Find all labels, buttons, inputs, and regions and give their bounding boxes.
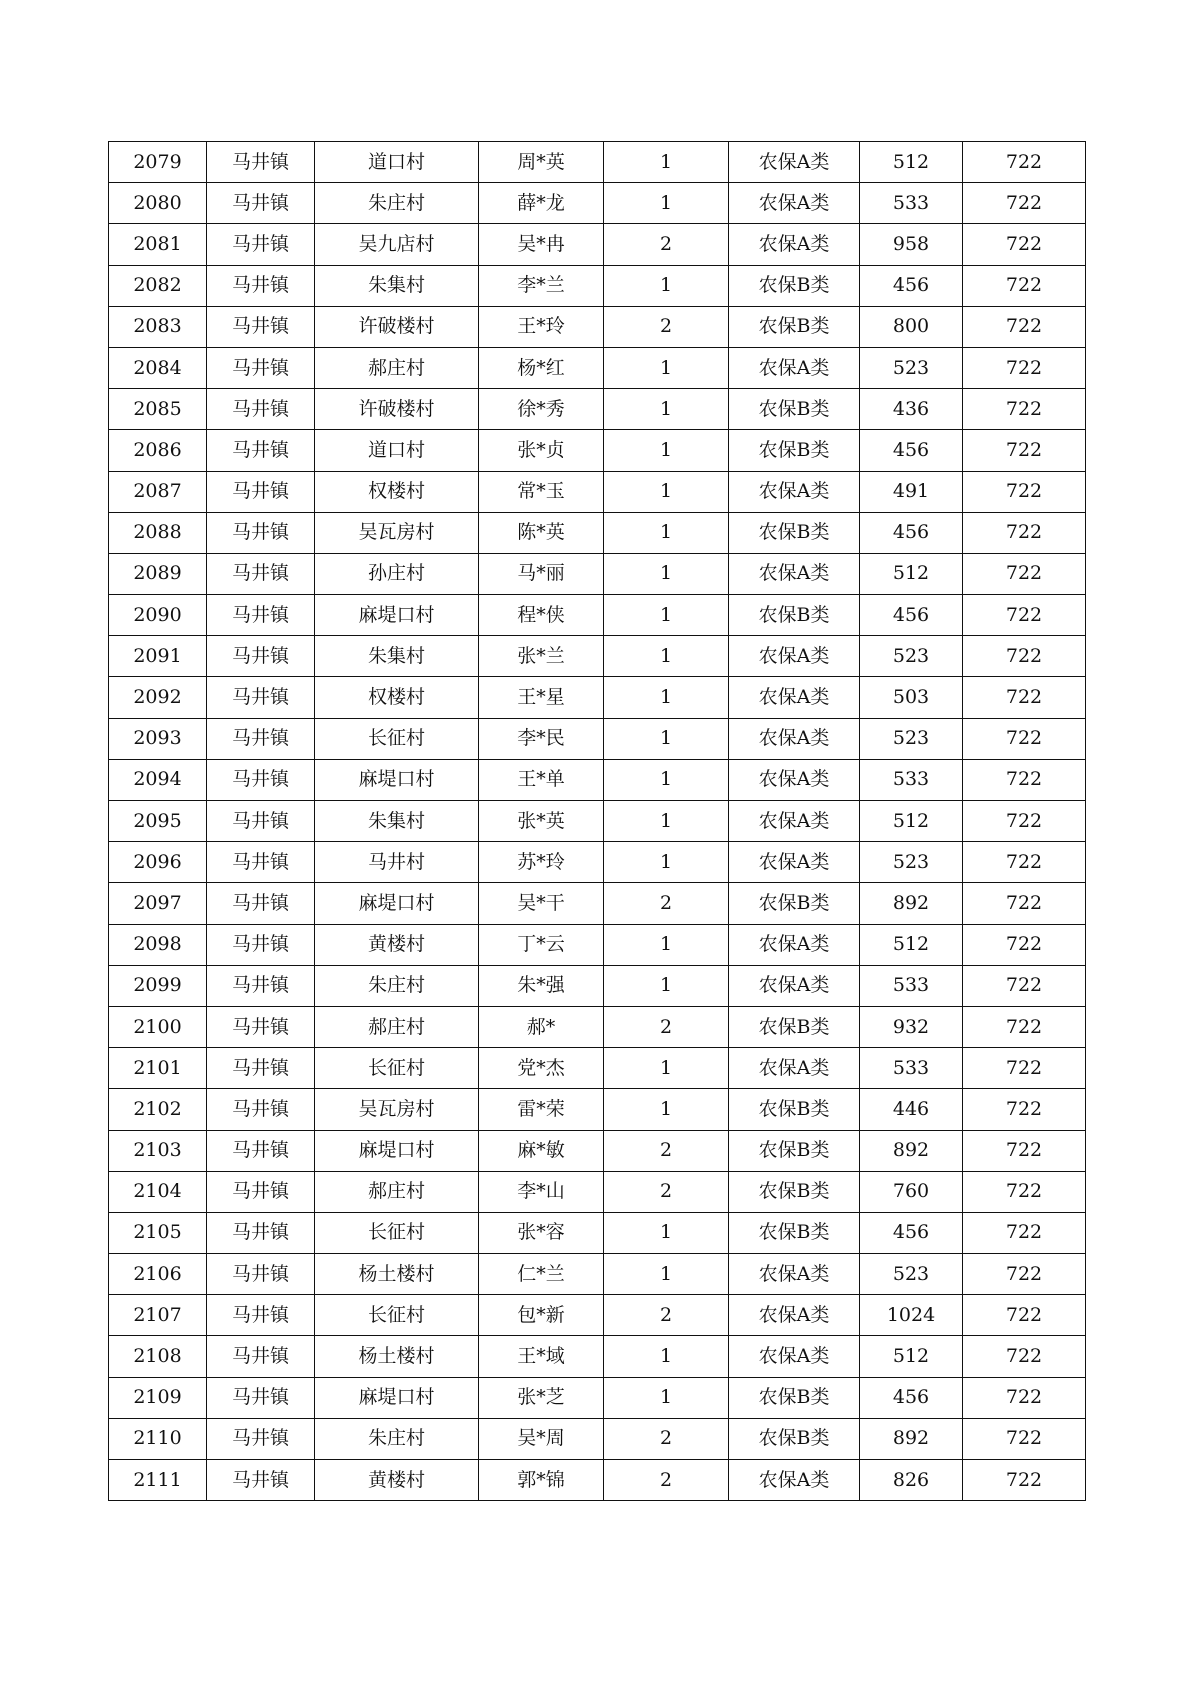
village-cell: 朱庄村 (315, 1418, 479, 1459)
village-cell: 杨土楼村 (315, 1254, 479, 1295)
town-cell: 马井镇 (207, 471, 315, 512)
village-cell: 道口村 (315, 430, 479, 471)
name-cell: 张*兰 (479, 636, 604, 677)
name-cell: 丁*云 (479, 924, 604, 965)
village-cell: 吴九店村 (315, 224, 479, 265)
amount-cell: 512 (860, 924, 963, 965)
amount-cell: 512 (860, 142, 963, 183)
table-row (109, 842, 1086, 883)
serial-number-cell: 2109 (109, 1377, 207, 1418)
table-row (109, 924, 1086, 965)
household-size-cell: 1 (604, 924, 729, 965)
household-size-cell: 1 (604, 1336, 729, 1377)
category-cell: 农保B类 (729, 595, 860, 636)
category-cell: 农保A类 (729, 553, 860, 594)
town-cell: 马井镇 (207, 1089, 315, 1130)
household-size-cell: 2 (604, 883, 729, 924)
standard-cell: 722 (963, 759, 1086, 800)
category-cell: 农保A类 (729, 1336, 860, 1377)
standard-cell: 722 (963, 265, 1086, 306)
category-cell: 农保A类 (729, 224, 860, 265)
table-row (109, 430, 1086, 471)
household-size-cell: 1 (604, 183, 729, 224)
table-row (109, 1460, 1086, 1501)
name-cell: 包*新 (479, 1295, 604, 1336)
household-size-cell: 1 (604, 595, 729, 636)
table-row (109, 347, 1086, 388)
standard-cell: 722 (963, 965, 1086, 1006)
name-cell: 张*芝 (479, 1377, 604, 1418)
household-size-cell: 1 (604, 142, 729, 183)
amount-cell: 533 (860, 759, 963, 800)
amount-cell: 958 (860, 224, 963, 265)
household-size-cell: 1 (604, 389, 729, 430)
village-cell: 朱集村 (315, 636, 479, 677)
amount-cell: 523 (860, 636, 963, 677)
village-cell: 长征村 (315, 1295, 479, 1336)
town-cell: 马井镇 (207, 1418, 315, 1459)
serial-number-cell: 2097 (109, 883, 207, 924)
village-cell: 麻堤口村 (315, 595, 479, 636)
serial-number-cell: 2082 (109, 265, 207, 306)
amount-cell: 456 (860, 595, 963, 636)
amount-cell: 892 (860, 883, 963, 924)
name-cell: 常*玉 (479, 471, 604, 512)
town-cell: 马井镇 (207, 224, 315, 265)
village-cell: 朱集村 (315, 265, 479, 306)
town-cell: 马井镇 (207, 759, 315, 800)
amount-cell: 436 (860, 389, 963, 430)
category-cell: 农保A类 (729, 142, 860, 183)
table-row (109, 1048, 1086, 1089)
village-cell: 麻堤口村 (315, 883, 479, 924)
table-row (109, 801, 1086, 842)
household-size-cell: 1 (604, 512, 729, 553)
table-row (109, 224, 1086, 265)
amount-cell: 523 (860, 1254, 963, 1295)
records-body (109, 142, 1086, 1501)
village-cell: 郝庄村 (315, 1006, 479, 1047)
household-size-cell: 1 (604, 677, 729, 718)
serial-number-cell: 2081 (109, 224, 207, 265)
household-size-cell: 1 (604, 1212, 729, 1253)
village-cell: 郝庄村 (315, 347, 479, 388)
household-size-cell: 1 (604, 265, 729, 306)
serial-number-cell: 2084 (109, 347, 207, 388)
amount-cell: 512 (860, 801, 963, 842)
name-cell: 李*兰 (479, 265, 604, 306)
amount-cell: 456 (860, 430, 963, 471)
table-row (109, 306, 1086, 347)
table-row (109, 1336, 1086, 1377)
village-cell: 长征村 (315, 718, 479, 759)
standard-cell: 722 (963, 347, 1086, 388)
town-cell: 马井镇 (207, 347, 315, 388)
name-cell: 朱*强 (479, 965, 604, 1006)
table-row (109, 759, 1086, 800)
category-cell: 农保B类 (729, 1089, 860, 1130)
town-cell: 马井镇 (207, 595, 315, 636)
name-cell: 马*丽 (479, 553, 604, 594)
village-cell: 杨土楼村 (315, 1336, 479, 1377)
name-cell: 徐*秀 (479, 389, 604, 430)
town-cell: 马井镇 (207, 801, 315, 842)
serial-number-cell: 2090 (109, 595, 207, 636)
standard-cell: 722 (963, 595, 1086, 636)
household-size-cell: 1 (604, 1048, 729, 1089)
name-cell: 杨*红 (479, 347, 604, 388)
town-cell: 马井镇 (207, 1336, 315, 1377)
name-cell: 张*英 (479, 801, 604, 842)
village-cell: 郝庄村 (315, 1171, 479, 1212)
table-row (109, 883, 1086, 924)
town-cell: 马井镇 (207, 636, 315, 677)
name-cell: 王*域 (479, 1336, 604, 1377)
household-size-cell: 2 (604, 1418, 729, 1459)
serial-number-cell: 2087 (109, 471, 207, 512)
household-size-cell: 1 (604, 965, 729, 1006)
town-cell: 马井镇 (207, 924, 315, 965)
serial-number-cell: 2106 (109, 1254, 207, 1295)
name-cell: 周*英 (479, 142, 604, 183)
town-cell: 马井镇 (207, 677, 315, 718)
name-cell: 王*玲 (479, 306, 604, 347)
standard-cell: 722 (963, 677, 1086, 718)
standard-cell: 722 (963, 1336, 1086, 1377)
serial-number-cell: 2086 (109, 430, 207, 471)
village-cell: 吴瓦房村 (315, 1089, 479, 1130)
household-size-cell: 2 (604, 1171, 729, 1212)
standard-cell: 722 (963, 636, 1086, 677)
name-cell: 程*侠 (479, 595, 604, 636)
name-cell: 李*山 (479, 1171, 604, 1212)
household-size-cell: 2 (604, 1460, 729, 1501)
household-size-cell: 2 (604, 306, 729, 347)
amount-cell: 523 (860, 842, 963, 883)
town-cell: 马井镇 (207, 512, 315, 553)
table-row (109, 1006, 1086, 1047)
serial-number-cell: 2079 (109, 142, 207, 183)
category-cell: 农保B类 (729, 389, 860, 430)
serial-number-cell: 2083 (109, 306, 207, 347)
household-size-cell: 2 (604, 1130, 729, 1171)
town-cell: 马井镇 (207, 265, 315, 306)
village-cell: 许破楼村 (315, 389, 479, 430)
town-cell: 马井镇 (207, 1130, 315, 1171)
table-row (109, 636, 1086, 677)
town-cell: 马井镇 (207, 553, 315, 594)
name-cell: 仁*兰 (479, 1254, 604, 1295)
serial-number-cell: 2101 (109, 1048, 207, 1089)
serial-number-cell: 2107 (109, 1295, 207, 1336)
table-row (109, 1418, 1086, 1459)
category-cell: 农保A类 (729, 1048, 860, 1089)
village-cell: 麻堤口村 (315, 1377, 479, 1418)
standard-cell: 722 (963, 142, 1086, 183)
name-cell: 吴*冉 (479, 224, 604, 265)
table-row (109, 1171, 1086, 1212)
category-cell: 农保A类 (729, 924, 860, 965)
category-cell: 农保B类 (729, 306, 860, 347)
village-cell: 道口村 (315, 142, 479, 183)
town-cell: 马井镇 (207, 1006, 315, 1047)
name-cell: 张*容 (479, 1212, 604, 1253)
serial-number-cell: 2094 (109, 759, 207, 800)
serial-number-cell: 2100 (109, 1006, 207, 1047)
category-cell: 农保B类 (729, 1006, 860, 1047)
town-cell: 马井镇 (207, 842, 315, 883)
category-cell: 农保A类 (729, 347, 860, 388)
serial-number-cell: 2110 (109, 1418, 207, 1459)
serial-number-cell: 2102 (109, 1089, 207, 1130)
village-cell: 马井村 (315, 842, 479, 883)
standard-cell: 722 (963, 801, 1086, 842)
standard-cell: 722 (963, 1130, 1086, 1171)
amount-cell: 503 (860, 677, 963, 718)
household-size-cell: 2 (604, 224, 729, 265)
category-cell: 农保B类 (729, 512, 860, 553)
category-cell: 农保A类 (729, 1295, 860, 1336)
amount-cell: 491 (860, 471, 963, 512)
serial-number-cell: 2103 (109, 1130, 207, 1171)
category-cell: 农保B类 (729, 1418, 860, 1459)
name-cell: 王*星 (479, 677, 604, 718)
table-row (109, 1254, 1086, 1295)
name-cell: 张*贞 (479, 430, 604, 471)
category-cell: 农保B类 (729, 1171, 860, 1212)
records-table (108, 141, 1086, 1501)
standard-cell: 722 (963, 1254, 1086, 1295)
table-row (109, 965, 1086, 1006)
amount-cell: 826 (860, 1460, 963, 1501)
village-cell: 吴瓦房村 (315, 512, 479, 553)
category-cell: 农保A类 (729, 842, 860, 883)
household-size-cell: 2 (604, 1006, 729, 1047)
category-cell: 农保B类 (729, 1130, 860, 1171)
amount-cell: 760 (860, 1171, 963, 1212)
standard-cell: 722 (963, 842, 1086, 883)
table-row (109, 512, 1086, 553)
amount-cell: 456 (860, 1212, 963, 1253)
name-cell: 李*民 (479, 718, 604, 759)
village-cell: 孙庄村 (315, 553, 479, 594)
serial-number-cell: 2105 (109, 1212, 207, 1253)
village-cell: 长征村 (315, 1048, 479, 1089)
household-size-cell: 1 (604, 553, 729, 594)
standard-cell: 722 (963, 389, 1086, 430)
town-cell: 马井镇 (207, 306, 315, 347)
table-row (109, 718, 1086, 759)
amount-cell: 533 (860, 183, 963, 224)
standard-cell: 722 (963, 512, 1086, 553)
category-cell: 农保B类 (729, 1377, 860, 1418)
category-cell: 农保A类 (729, 965, 860, 1006)
standard-cell: 722 (963, 883, 1086, 924)
table-row (109, 595, 1086, 636)
table-row (109, 1130, 1086, 1171)
name-cell: 苏*玲 (479, 842, 604, 883)
village-cell: 朱庄村 (315, 965, 479, 1006)
name-cell: 薛*龙 (479, 183, 604, 224)
category-cell: 农保B类 (729, 1212, 860, 1253)
town-cell: 马井镇 (207, 183, 315, 224)
amount-cell: 523 (860, 718, 963, 759)
category-cell: 农保A类 (729, 1460, 860, 1501)
household-size-cell: 2 (604, 1295, 729, 1336)
category-cell: 农保A类 (729, 801, 860, 842)
standard-cell: 722 (963, 430, 1086, 471)
table-row (109, 389, 1086, 430)
table-row (109, 1212, 1086, 1253)
household-size-cell: 1 (604, 1377, 729, 1418)
serial-number-cell: 2096 (109, 842, 207, 883)
amount-cell: 800 (860, 306, 963, 347)
standard-cell: 722 (963, 1295, 1086, 1336)
household-size-cell: 1 (604, 1254, 729, 1295)
amount-cell: 523 (860, 347, 963, 388)
household-size-cell: 1 (604, 842, 729, 883)
amount-cell: 456 (860, 1377, 963, 1418)
name-cell: 王*单 (479, 759, 604, 800)
name-cell: 雷*荣 (479, 1089, 604, 1130)
standard-cell: 722 (963, 1418, 1086, 1459)
table-row (109, 1089, 1086, 1130)
amount-cell: 456 (860, 512, 963, 553)
name-cell: 吴*干 (479, 883, 604, 924)
category-cell: 农保A类 (729, 183, 860, 224)
table-row (109, 1295, 1086, 1336)
household-size-cell: 1 (604, 430, 729, 471)
town-cell: 马井镇 (207, 1171, 315, 1212)
village-cell: 朱庄村 (315, 183, 479, 224)
category-cell: 农保A类 (729, 471, 860, 512)
serial-number-cell: 2095 (109, 801, 207, 842)
standard-cell: 722 (963, 1171, 1086, 1212)
category-cell: 农保A类 (729, 1254, 860, 1295)
village-cell: 许破楼村 (315, 306, 479, 347)
serial-number-cell: 2099 (109, 965, 207, 1006)
household-size-cell: 1 (604, 636, 729, 677)
serial-number-cell: 2085 (109, 389, 207, 430)
amount-cell: 512 (860, 1336, 963, 1377)
town-cell: 马井镇 (207, 718, 315, 759)
category-cell: 农保B类 (729, 430, 860, 471)
name-cell: 麻*敏 (479, 1130, 604, 1171)
name-cell: 党*杰 (479, 1048, 604, 1089)
town-cell: 马井镇 (207, 389, 315, 430)
amount-cell: 533 (860, 965, 963, 1006)
village-cell: 黄楼村 (315, 1460, 479, 1501)
standard-cell: 722 (963, 1460, 1086, 1501)
serial-number-cell: 2104 (109, 1171, 207, 1212)
household-size-cell: 1 (604, 1089, 729, 1130)
standard-cell: 722 (963, 224, 1086, 265)
town-cell: 马井镇 (207, 1212, 315, 1253)
category-cell: 农保A类 (729, 636, 860, 677)
standard-cell: 722 (963, 1006, 1086, 1047)
serial-number-cell: 2088 (109, 512, 207, 553)
standard-cell: 722 (963, 1212, 1086, 1253)
name-cell: 郝* (479, 1006, 604, 1047)
name-cell: 吴*周 (479, 1418, 604, 1459)
standard-cell: 722 (963, 1089, 1086, 1130)
town-cell: 马井镇 (207, 1254, 315, 1295)
serial-number-cell: 2089 (109, 553, 207, 594)
category-cell: 农保B类 (729, 265, 860, 306)
amount-cell: 512 (860, 553, 963, 594)
name-cell: 郭*锦 (479, 1460, 604, 1501)
household-size-cell: 1 (604, 801, 729, 842)
standard-cell: 722 (963, 718, 1086, 759)
name-cell: 陈*英 (479, 512, 604, 553)
serial-number-cell: 2111 (109, 1460, 207, 1501)
category-cell: 农保A类 (729, 677, 860, 718)
table-row (109, 553, 1086, 594)
town-cell: 马井镇 (207, 1048, 315, 1089)
household-size-cell: 1 (604, 759, 729, 800)
village-cell: 权楼村 (315, 677, 479, 718)
village-cell: 朱集村 (315, 801, 479, 842)
table-row (109, 183, 1086, 224)
amount-cell: 533 (860, 1048, 963, 1089)
standard-cell: 722 (963, 924, 1086, 965)
town-cell: 马井镇 (207, 1460, 315, 1501)
serial-number-cell: 2080 (109, 183, 207, 224)
serial-number-cell: 2092 (109, 677, 207, 718)
serial-number-cell: 2108 (109, 1336, 207, 1377)
standard-cell: 722 (963, 183, 1086, 224)
table-row (109, 1377, 1086, 1418)
village-cell: 麻堤口村 (315, 759, 479, 800)
amount-cell: 456 (860, 265, 963, 306)
category-cell: 农保A类 (729, 718, 860, 759)
town-cell: 马井镇 (207, 965, 315, 1006)
serial-number-cell: 2093 (109, 718, 207, 759)
amount-cell: 892 (860, 1130, 963, 1171)
amount-cell: 892 (860, 1418, 963, 1459)
standard-cell: 722 (963, 1377, 1086, 1418)
serial-number-cell: 2098 (109, 924, 207, 965)
table-row (109, 677, 1086, 718)
town-cell: 马井镇 (207, 883, 315, 924)
category-cell: 农保B类 (729, 883, 860, 924)
standard-cell: 722 (963, 553, 1086, 594)
village-cell: 黄楼村 (315, 924, 479, 965)
table-row (109, 265, 1086, 306)
town-cell: 马井镇 (207, 1377, 315, 1418)
table-row (109, 142, 1086, 183)
amount-cell: 932 (860, 1006, 963, 1047)
village-cell: 麻堤口村 (315, 1130, 479, 1171)
town-cell: 马井镇 (207, 430, 315, 471)
serial-number-cell: 2091 (109, 636, 207, 677)
amount-cell: 446 (860, 1089, 963, 1130)
category-cell: 农保A类 (729, 759, 860, 800)
village-cell: 长征村 (315, 1212, 479, 1253)
standard-cell: 722 (963, 306, 1086, 347)
town-cell: 马井镇 (207, 1295, 315, 1336)
table-row (109, 471, 1086, 512)
amount-cell: 1024 (860, 1295, 963, 1336)
standard-cell: 722 (963, 1048, 1086, 1089)
household-size-cell: 1 (604, 347, 729, 388)
household-size-cell: 1 (604, 471, 729, 512)
household-size-cell: 1 (604, 718, 729, 759)
standard-cell: 722 (963, 471, 1086, 512)
town-cell: 马井镇 (207, 142, 315, 183)
village-cell: 权楼村 (315, 471, 479, 512)
